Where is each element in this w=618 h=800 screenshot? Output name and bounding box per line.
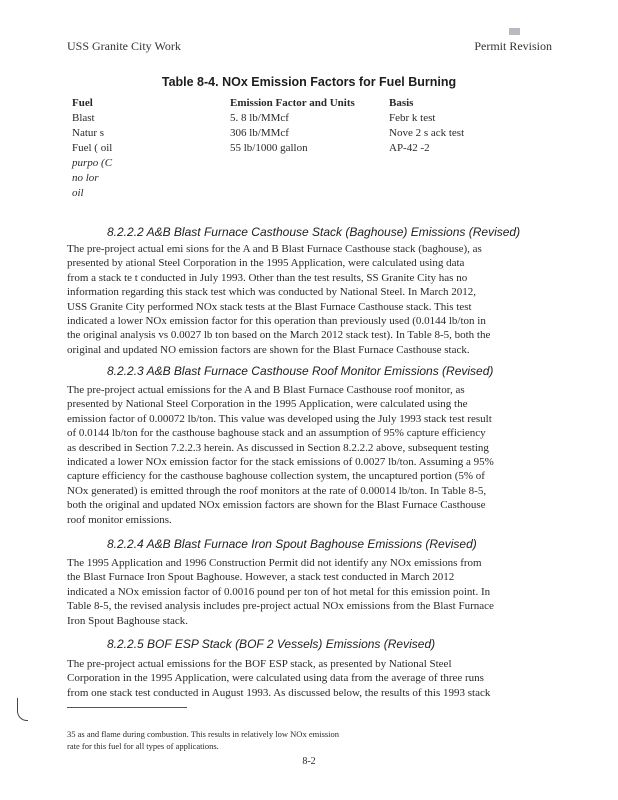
cell-basis: Febr k test (389, 112, 436, 124)
cell-factor: 306 lb/MMcf (230, 127, 289, 139)
section-paragraph (67, 383, 551, 527)
cell-basis: AP-42 -2 (389, 142, 430, 154)
section-heading: 8.2.2.5 BOF ESP Stack (BOF 2 Vessels) Emissions (Revised) (107, 637, 436, 651)
section-heading: 8.2.2.2 A&B Blast Furnace Casthouse Stack (Baghouse) Emissions (Revised) (107, 225, 521, 239)
cell-fuel: Fuel ( oil (72, 142, 113, 154)
paragraph-line: roof monitor emissions. (67, 513, 172, 526)
paragraph-line: indicated a NOx emission factor of 0.0016 pound per ton of hot metal for this emission point. In (67, 585, 491, 598)
paragraph-line: indicated a lower NOx emission factor for the stack emissions of 0.0027 lb/ton. Assuming a 95% (67, 456, 494, 469)
paragraph-line: information regarding this stack test which was conducted by National Steel. In March 2012, (67, 286, 477, 299)
cell-fuel: purpo (C (72, 157, 113, 169)
paragraph-line: the original analysis vs 0.0027 lb ton based on the March 2012 stack test). In Table 8-5, both the (67, 329, 491, 342)
section-paragraph (67, 242, 551, 357)
paragraph-line: presented by ational Steel Corporation in the 1995 Application, were calculated using data (67, 257, 465, 270)
footnote-divider (67, 707, 187, 708)
section-heading: 8.2.2.4 A&B Blast Furnace Iron Spout Baghouse Emissions (Revised) (107, 537, 477, 551)
paragraph-line: both the original and updated NOx emission factors are shown for the Blast Furnace Casthouse (67, 499, 486, 512)
paragraph-line: original and updated NO emission factors are shown for the Blast Furnace Casthouse stack. (67, 343, 470, 356)
paragraph-line: Corporation in the 1995 Application, were calculated using data from the average of three runs (67, 672, 484, 685)
paragraph-line: the Blast Furnace Iron Spout Baghouse. However, a stack test conducted in March 2012 (67, 571, 455, 584)
section-heading: 8.2.2.3 A&B Blast Furnace Casthouse Roof Monitor Emissions (Revised) (107, 364, 494, 378)
paragraph-line: indicated a lower NOx emission factor for this operation than previously used (0.0144 lb/ton in (67, 315, 486, 328)
cell-factor: 55 lb/1000 gallon (230, 142, 308, 154)
stamp-mark (509, 28, 520, 35)
footnote-line: 35 as and flame during combustion. This results in relatively low NOx emission (67, 729, 340, 739)
paragraph-line: from one stack test conducted in August 1993. As discussed below, the results of this 1993 stack (67, 686, 491, 699)
paragraph-line: presented by National Steel Corporation in the 1995 Application, were calculated using the (67, 398, 468, 411)
header-left: USS Granite City Work (67, 39, 181, 53)
paragraph-line: NOx generated) is emitted through the roof monitors at the rate of 0.00014 lb/ton. In Table 8-5, (67, 484, 487, 497)
header-basis: Basis (389, 97, 414, 109)
paragraph-line: emission factor of 0.00072 lb/ton. This value was developed using the July 1993 stack test result (67, 412, 492, 425)
paragraph-line: as described in Section 7.2.2.3 herein. As discussed in Section 8.2.2.2 above, subsequent testing (67, 441, 489, 454)
paragraph-line: Table 8-5, the revised analysis includes pre-project actual NOx emissions from the Blast Furnace (67, 600, 494, 613)
cell-basis: Nove 2 s ack test (389, 127, 465, 139)
table-title: Table 8-4. NOx Emission Factors for Fuel Burning (161, 75, 457, 89)
paragraph-line: from a stack te t conducted in July 1993. Other than the test results, SS Granite City has no (67, 271, 468, 284)
section-paragraph (67, 657, 551, 700)
header-fuel: Fuel (72, 97, 93, 109)
paragraph-line: The 1995 Application and 1996 Construction Permit did not identify any NOx emissions from (67, 557, 482, 569)
paragraph-line: The pre-project actual emissions for the BOF ESP stack, as presented by National Steel (67, 658, 452, 670)
paragraph-line: The pre-project actual emissions for the A and B Blast Furnace Casthouse roof monitor, as (67, 384, 465, 396)
footnote-line: rate for this fuel for all types of applications. (67, 741, 219, 751)
cell-fuel: Natur s (72, 127, 105, 139)
paragraph-line: Iron Spout Baghouse stack. (67, 614, 188, 627)
footnote (67, 728, 551, 752)
cell-fuel: no lor (72, 172, 99, 184)
header-right: Permit Revision (474, 39, 552, 53)
scan-margin-mark (17, 698, 28, 721)
paragraph-line: USS Granite City performed NOx stack tests at the Blast Furnace Casthouse stack. This test (67, 300, 472, 313)
page-number: 8-2 (302, 756, 316, 767)
cell-factor: 5. 8 lb/MMcf (230, 112, 289, 124)
header-emission-factor: Emission Factor and Units (230, 97, 355, 109)
cell-fuel: Blast (72, 112, 95, 124)
paragraph-line: capture efficiency for the casthouse baghouse collection system, the uncaptured portion (5% of (67, 470, 485, 483)
paragraph-line: The pre-project actual emi sions for the A and B Blast Furnace Casthouse stack (baghouse), as (67, 243, 482, 255)
section-paragraph (67, 556, 551, 628)
paragraph-line: of 0.0144 lb/ton for the casthouse baghouse stack and an assumption of 95% capture efficiency (67, 427, 486, 440)
cell-fuel: oil (72, 187, 84, 199)
